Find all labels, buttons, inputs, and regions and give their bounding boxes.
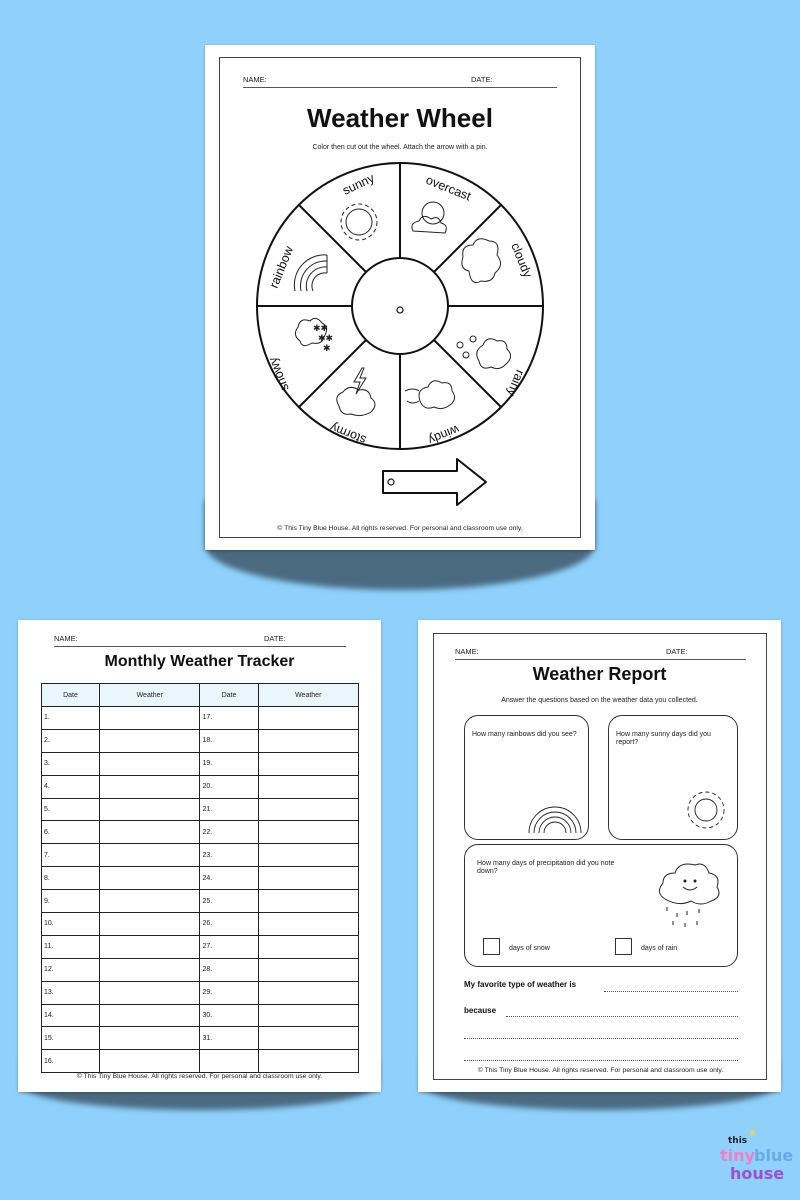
copyright-footer: © This Tiny Blue House. All rights reserved. For personal and classroom use only. xyxy=(76,1073,323,1080)
date-cell: 11. xyxy=(42,935,100,958)
date-cell: 31. xyxy=(200,1027,258,1050)
date-cell: 19. xyxy=(200,752,258,775)
date-label: DATE: xyxy=(471,75,493,84)
weather-cell[interactable] xyxy=(258,752,358,775)
column-header: Date xyxy=(200,684,258,707)
page-title: Weather Report xyxy=(532,664,667,684)
table-row xyxy=(42,958,359,981)
name-date-line xyxy=(455,647,746,660)
date-cell: 3. xyxy=(42,752,100,775)
star-icon: ★ xyxy=(748,1128,757,1139)
question-text: How many rainbows did you see? xyxy=(472,731,577,738)
this-tiny-blue-house-logo xyxy=(718,1128,794,1190)
table-row xyxy=(42,1050,359,1073)
date-cell: 5. xyxy=(42,798,100,821)
monthly-tracker-worksheet xyxy=(18,620,381,1092)
table-row xyxy=(42,1004,359,1027)
sun-icon xyxy=(684,788,729,833)
date-cell: 27. xyxy=(200,935,258,958)
name-label: NAME: xyxy=(54,634,78,643)
table-row xyxy=(42,707,359,730)
date-cell: 26. xyxy=(200,913,258,936)
copyright-footer: © This Tiny Blue House. All rights reserved. For personal and classroom use only. xyxy=(477,1067,724,1074)
table-row xyxy=(42,981,359,1004)
date-cell: 23. xyxy=(200,844,258,867)
table-row xyxy=(42,844,359,867)
weather-cell[interactable] xyxy=(258,844,358,867)
date-cell: 25. xyxy=(200,890,258,913)
rainbow-icon xyxy=(527,799,582,834)
weather-cell[interactable] xyxy=(100,981,200,1004)
date-cell: 28. xyxy=(200,958,258,981)
weather-cell[interactable] xyxy=(258,798,358,821)
date-cell: 4. xyxy=(42,775,100,798)
arrow-right-icon xyxy=(381,457,491,507)
weather-cell[interactable] xyxy=(100,958,200,981)
table-row xyxy=(42,935,359,958)
page-title: Weather Wheel xyxy=(307,103,493,133)
weather-cell[interactable] xyxy=(258,913,358,936)
date-cell: 16. xyxy=(42,1050,100,1073)
date-cell xyxy=(200,1050,258,1073)
date-cell: 29. xyxy=(200,981,258,1004)
segment-label: rainy xyxy=(504,367,528,399)
weather-cell[interactable] xyxy=(100,707,200,730)
weather-cell[interactable] xyxy=(258,890,358,913)
name-label: NAME: xyxy=(455,647,479,656)
weather-cell[interactable] xyxy=(100,775,200,798)
svg-text:✱: ✱ xyxy=(323,343,331,353)
weather-cell[interactable] xyxy=(258,1004,358,1027)
weather-cell[interactable] xyxy=(258,729,358,752)
logo-blue: blue xyxy=(754,1146,794,1165)
weather-wheel xyxy=(255,161,545,451)
rain-days-label: days of rain xyxy=(641,945,678,952)
weather-cell[interactable] xyxy=(100,935,200,958)
date-label: DATE: xyxy=(264,634,286,643)
snow-days-checkbox[interactable] xyxy=(483,938,500,955)
weather-cell[interactable] xyxy=(100,844,200,867)
segment-label: stormy xyxy=(328,420,369,448)
question-text: How many sunny days did you report? xyxy=(616,731,711,747)
table-row xyxy=(42,890,359,913)
date-cell: 22. xyxy=(200,821,258,844)
date-cell: 9. xyxy=(42,890,100,913)
date-cell: 6. xyxy=(42,821,100,844)
snow-days-label: days of snow xyxy=(509,945,550,952)
table-row xyxy=(42,821,359,844)
weather-cell[interactable] xyxy=(100,1050,200,1073)
because-input-line[interactable] xyxy=(464,1038,738,1039)
date-cell: 2. xyxy=(42,729,100,752)
table-row xyxy=(42,729,359,752)
weather-cell[interactable] xyxy=(100,867,200,890)
weather-cell[interactable] xyxy=(100,1004,200,1027)
svg-text:✱✱: ✱✱ xyxy=(318,333,334,343)
date-cell: 14. xyxy=(42,1004,100,1027)
instructions: Color then cut out the wheel. Attach the arrow with a pin. xyxy=(312,144,488,151)
sunny-days-question-box[interactable] xyxy=(608,715,738,840)
weather-cell[interactable] xyxy=(258,981,358,1004)
weather-report-worksheet xyxy=(418,620,781,1092)
because-input-line[interactable] xyxy=(464,1060,738,1061)
weather-cell[interactable] xyxy=(258,821,358,844)
logo-house: house xyxy=(730,1164,785,1183)
table-row xyxy=(42,775,359,798)
segment-label: sunny xyxy=(340,170,377,198)
precipitation-question-box[interactable] xyxy=(464,844,738,967)
date-cell: 8. xyxy=(42,867,100,890)
table-row xyxy=(42,798,359,821)
name-date-line xyxy=(54,634,346,647)
date-cell: 18. xyxy=(200,729,258,752)
segment-label: rainbow xyxy=(266,244,297,291)
date-cell: 7. xyxy=(42,844,100,867)
weather-cell[interactable] xyxy=(258,775,358,798)
table-row xyxy=(42,867,359,890)
copyright-footer: © This Tiny Blue House. All rights reserved. For personal and classroom use only. xyxy=(277,525,523,532)
date-cell: 15. xyxy=(42,1027,100,1050)
weather-cell[interactable] xyxy=(258,958,358,981)
weather-cell[interactable] xyxy=(100,1027,200,1050)
column-header: Date xyxy=(42,684,100,707)
date-cell: 10. xyxy=(42,913,100,936)
logo-tiny: tiny xyxy=(720,1146,755,1165)
segment-label: cloudy xyxy=(508,240,535,280)
weather-cell[interactable] xyxy=(100,798,200,821)
rainbows-question-box[interactable] xyxy=(464,715,589,840)
because-input[interactable] xyxy=(506,1016,738,1017)
date-cell: 21. xyxy=(200,798,258,821)
date-cell: 20. xyxy=(200,775,258,798)
name-date-line xyxy=(243,75,557,88)
segment-label: overcast xyxy=(423,172,473,204)
rain-cloud-icon xyxy=(655,859,727,929)
table-row xyxy=(42,1027,359,1050)
column-header: Weather xyxy=(100,684,200,707)
weather-cell[interactable] xyxy=(100,821,200,844)
weather-cell[interactable] xyxy=(100,729,200,752)
weather-cell[interactable] xyxy=(100,752,200,775)
segment-label: windy xyxy=(426,422,462,448)
favorite-weather-input[interactable] xyxy=(604,991,738,992)
weather-cell[interactable] xyxy=(100,913,200,936)
page-title: Monthly Weather Tracker xyxy=(104,653,295,670)
table-row xyxy=(42,752,359,775)
name-label: NAME: xyxy=(243,75,267,84)
weather-cell[interactable] xyxy=(100,890,200,913)
date-cell: 17. xyxy=(200,707,258,730)
logo-this: this xyxy=(728,1136,748,1146)
date-cell: 12. xyxy=(42,958,100,981)
weather-tracker-table xyxy=(41,683,359,1073)
rain-days-checkbox[interactable] xyxy=(615,938,632,955)
date-cell: 13. xyxy=(42,981,100,1004)
because-label: because xyxy=(464,1006,497,1015)
favorite-weather-label: My favorite type of weather is xyxy=(464,980,577,989)
weather-cell[interactable] xyxy=(258,707,358,730)
segment-label: snowy xyxy=(265,355,292,394)
date-cell: 24. xyxy=(200,867,258,890)
table-row xyxy=(42,913,359,936)
weather-cell[interactable] xyxy=(258,867,358,890)
weather-cell[interactable] xyxy=(258,1027,358,1050)
date-cell: 1. xyxy=(42,707,100,730)
column-header: Weather xyxy=(258,684,358,707)
question-text: How many days of precipitation did you note down? xyxy=(477,860,615,876)
weather-cell[interactable] xyxy=(258,935,358,958)
date-label: DATE: xyxy=(666,647,688,656)
weather-cell[interactable] xyxy=(258,1050,358,1073)
weather-wheel-worksheet xyxy=(205,45,595,550)
date-cell: 30. xyxy=(200,1004,258,1027)
instructions: Answer the questions based on the weather data you collected. xyxy=(501,697,698,704)
svg-text:✱✱: ✱✱ xyxy=(313,323,329,333)
